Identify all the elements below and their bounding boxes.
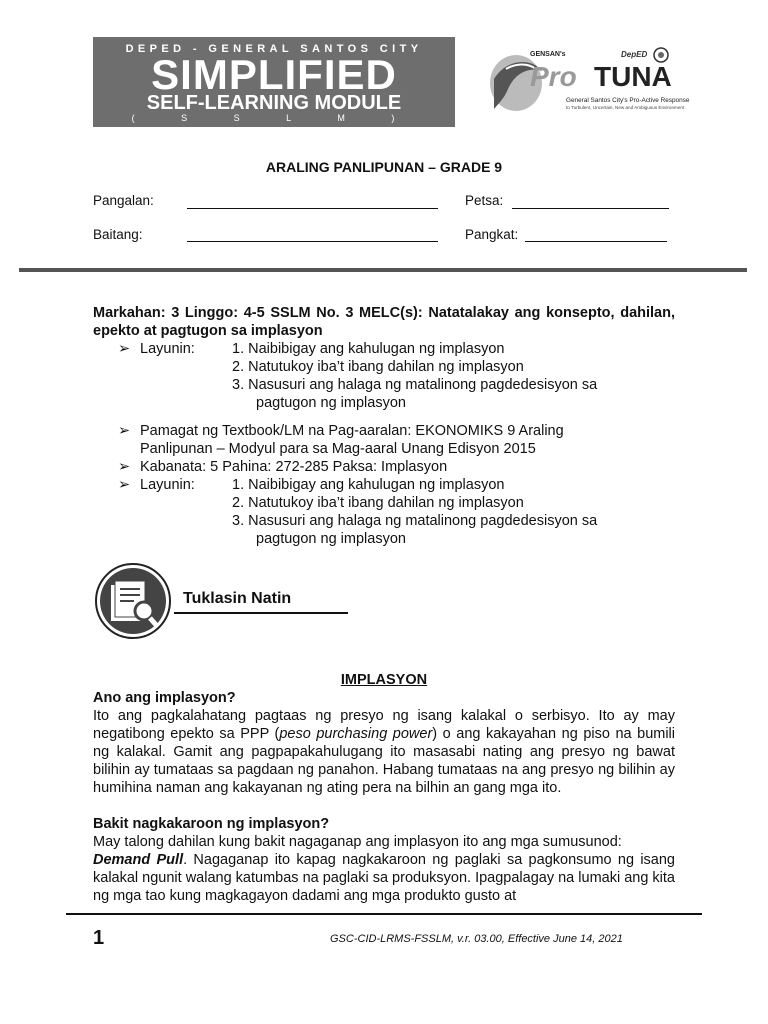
logo-tuna: TUNA [594,61,672,92]
question-1: Ano ang implasyon? [93,690,236,706]
paragraph-1 [93,707,675,797]
logo-pro: Pro [530,61,577,92]
name-field[interactable] [187,208,438,209]
logo-tagline: General Santos City's Pro-Active Response [566,97,690,104]
grade-label: Baitang: [93,227,143,242]
book-magnifier-icon [94,563,174,641]
banner-acronym: ( S S L M ) [131,113,417,123]
logo-deped: DepED [621,50,648,59]
tb-objective-3-cont: pagtugon ng implasyon [256,531,406,547]
footer-divider [66,913,702,915]
protuna-logo [486,45,690,125]
objective-2: 2. Natutukoy iba’t ibang dahilan ng implasyon [232,359,524,375]
tb-objective-3: 3. Nasusuri ang halaga ng matalinong pagdedesisyon sa [232,513,598,529]
paragraph-1-b: ) o ang kakayahan ng piso na bumili ng kalakal. Gamit ang pagpapakahulugang ito masasabi nating ang presyo ng bawat bilihin ay tumataas sa pagdaan ng panahon. Habang tumataas na ang presyo ng bilihin ay humihina naman ang kakayanan ng ating pera na bilhin an gang mga ito. [93,726,675,796]
demand-pull-text: . Nagaganap ito kapag nagkakaroon ng paglaki sa pagkonsumo ng isang kalakal ngunit walang katumbas na paglaki sa produksyon. Ipagpalagay na lumaki ang kita ng mga tao kung magkagayon dadami ang mga produkto gusto at [93,852,675,904]
page-number: 1 [93,927,105,949]
objective-3: 3. Nasusuri ang halaga ng matalinong pagdedesisyon sa [232,377,598,393]
date-field[interactable] [512,208,669,209]
section-title: Tuklasin Natin [183,590,292,607]
section-label: Pangkat: [465,227,519,242]
banner-subtitle: SELF-LEARNING MODULE [146,92,402,114]
demand-pull-paragraph [93,851,675,905]
layunin-label-2: Layunin: [140,477,195,493]
bullet-arrow-icon: ➢ [118,423,131,439]
textbook-line-1: Pamagat ng Textbook/LM na Pag-aaralan: EKONOMIKS 9 Araling [140,423,564,439]
date-label: Petsa: [465,193,504,208]
section-field[interactable] [525,241,667,242]
paragraph-1-a: Ito ang pagkalahatang pagtaas ng presyo ng isang kalakal o serbisyo. Ito ay may negatibong epekto sa PPP ( [93,708,675,742]
kabanata-line: Kabanata: 5 Pahina: 272-285 Paksa: Implasyon [140,459,448,475]
banner-title: SIMPLIFIED [151,51,397,98]
bullet-arrow-icon: ➢ [118,459,131,475]
ppp-term: peso purchasing power [279,726,433,742]
question-2: Bakit nagkakaroon ng implasyon? [93,816,330,832]
header-divider [19,268,747,272]
demand-pull-term: Demand Pull [93,852,184,868]
tb-objective-1: 1. Naibibigay ang kahulugan ng implasyon [232,477,505,493]
logo-subtagline: to Turbulent, Uncertain, New and Ambiguous Environment [566,105,685,110]
banner-top-text: DEPED - GENERAL SANTOS CITY [125,43,423,55]
name-label: Pangalan: [93,193,154,208]
textbook-line-2: Panlipunan – Modyul para sa Mag-aaral Unang Edisyon 2015 [140,441,536,457]
paragraph-2: May talong dahilan kung bakit nagaganap ang implasyon ito ang mga sumusunod: [93,834,622,850]
footer-code: GSC-CID-LRMS-FSSLM, v.r. 03.00, Effective June 14, 2021 [330,933,623,945]
content-heading: IMPLASYON [340,672,428,688]
grade-field[interactable] [187,241,438,242]
tb-objective-2: 2. Natutukoy iba’t ibang dahilan ng implasyon [232,495,524,511]
layunin-label: Layunin: [140,341,195,357]
logo-gensan: GENSAN's [530,51,566,58]
sslm-banner [93,37,455,127]
section-underline [174,612,348,614]
bullet-arrow-icon: ➢ [118,341,131,357]
objective-3-cont: pagtugon ng implasyon [256,395,406,411]
document-title: ARALING PANLIPUNAN – GRADE 9 [265,159,503,175]
melc-intro: Markahan: 3 Linggo: 4-5 SSLM No. 3 MELC(s): Natatalakay ang konsepto, dahilan, epekto at pagtugon sa implasyon [93,305,675,339]
bullet-arrow-icon: ➢ [118,477,131,493]
objective-1: 1. Naibibigay ang kahulugan ng implasyon [232,341,505,357]
